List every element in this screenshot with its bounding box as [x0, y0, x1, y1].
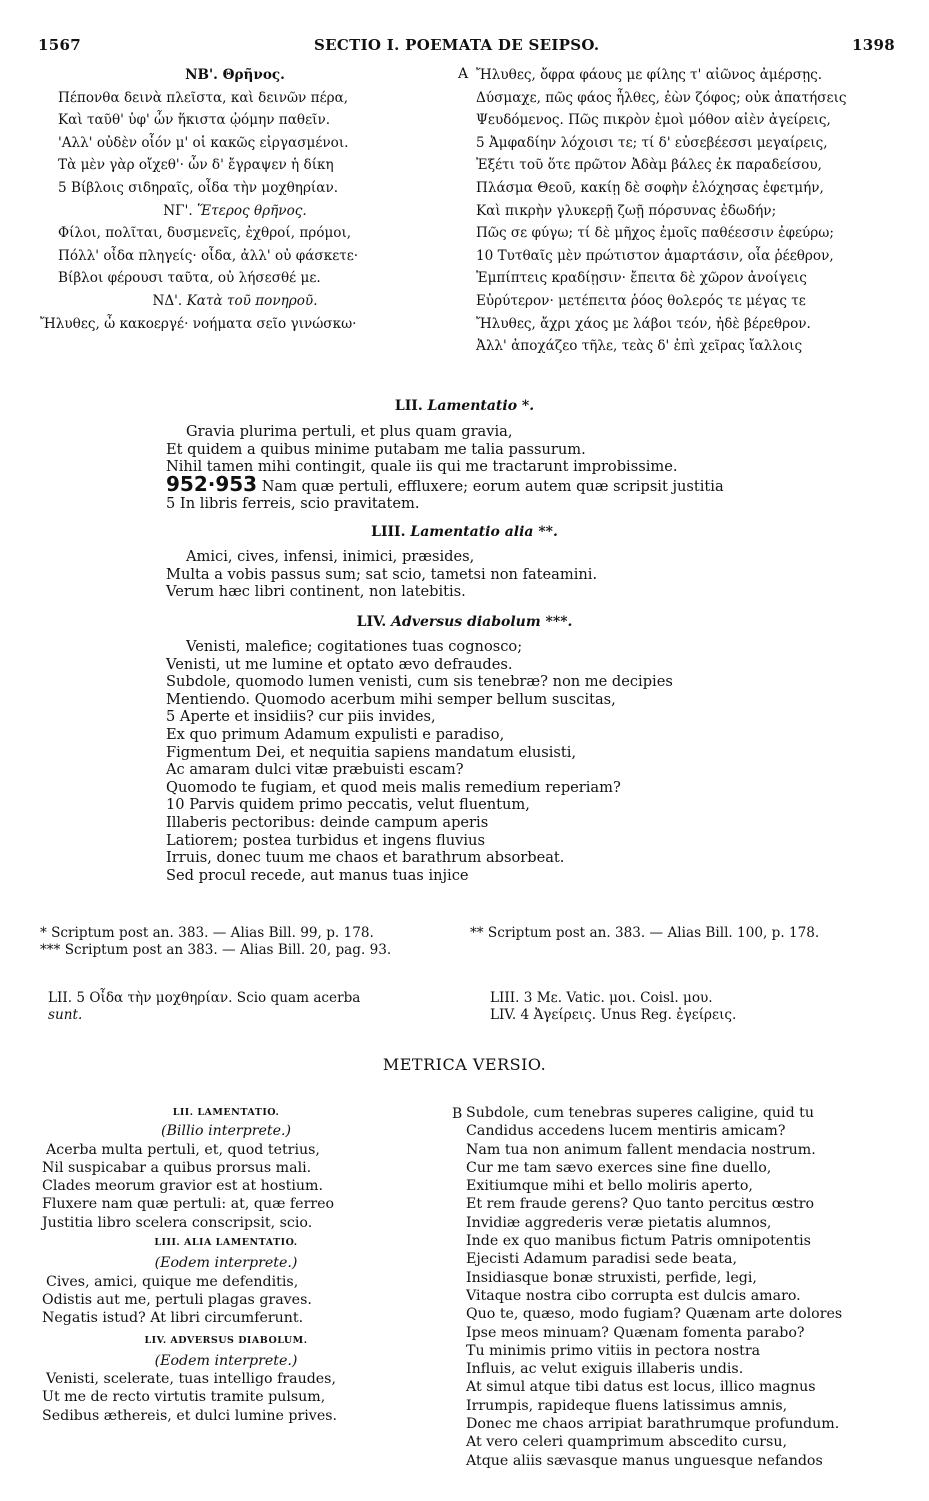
greek-poem-53	[40, 222, 430, 290]
metrica-line: Invidiæ aggrederis veræ pietatis alumnos,	[466, 1214, 772, 1231]
metrica-subtitle-52: (Billio interprete.)	[160, 1123, 292, 1140]
section-heading: METRICA VERSIO.	[382, 1055, 547, 1074]
footnote-3: *** Scriptum post an 383. — Alias Bill. 20, pag. 93.	[40, 942, 392, 958]
metrica-line: Nam tua non animum fallent mendacia nostrum.	[466, 1141, 816, 1158]
latin-line: Mentiendo. Quomodo acerbum mihi semper bellum suscitas,	[166, 690, 616, 708]
latin-line: Venisti, malefice; cogitationes tuas cognosco;	[186, 638, 523, 655]
latin-title-54-name: Adversus diabolum ***.	[391, 614, 573, 630]
latin-line: Illaberis pectoribus: deinde campum aperis	[166, 813, 489, 831]
note-left	[48, 990, 360, 1024]
column-marker-a: A	[458, 66, 469, 82]
metrica-title-53: LIII. ALIA LAMENTATIO.	[154, 1237, 298, 1249]
latin-line: Et quidem a quibus minime putabam me talia passurum.	[166, 440, 586, 458]
latin-line: 5 In libris ferreis, scio pravitatem.	[166, 495, 420, 513]
latin-line: Nam quæ pertuli, effluxere; eorum autem quæ scripsit justitia	[261, 477, 724, 495]
greek-line: 'Αλλ' οὐδὲν οἷόν μ' οἱ κακῶς εἰργασμένοι.	[58, 134, 349, 151]
note-line: LIV. 4 Ἀγείρεις. Unus Reg. ἐγείρεις.	[490, 1007, 737, 1023]
latin-poem-53	[166, 548, 597, 601]
metrica-line: Ipse meos minuam? Quænam fomenta parabo?	[466, 1324, 805, 1341]
metrica-line: Et rem fraude gerens? Quo tanto percitus œstro	[466, 1196, 815, 1213]
latin-title-54-num: LIV.	[356, 614, 387, 630]
greek-line: 5 Βίβλοις σιδηραῖς, οἶδα τὴν μοχθηρίαν.	[58, 179, 339, 196]
column-number: 952·953	[166, 471, 258, 496]
latin-line: Latiorem; postea turbidus et ingens fluvius	[166, 831, 485, 849]
greek-title-54	[40, 290, 430, 313]
column-marker-b: B	[452, 1106, 463, 1122]
metrica-line: At vero celeri quamprimum abscedito cursu,	[466, 1434, 787, 1451]
greek-line: Βίβλοι φέρουσι ταῦτα, οὐ λήσεσθέ με.	[58, 270, 321, 287]
greek-line: Καὶ πικρὴν γλυκερῇ ζωῇ πόρσυνας ἐδωδήν;	[476, 202, 777, 219]
metrica-line: Subdole, cum tenebras superes caligine, quid tu	[466, 1105, 815, 1121]
latin-title-54	[0, 614, 929, 632]
metrica-line: Atque aliis sævasque manus unguesque nefandos	[466, 1452, 823, 1469]
greek-title-53-name: Ἕτερος θρῆνος.	[197, 202, 307, 219]
metrica-line: Donec me chaos arripiat barathrumque profundum.	[466, 1416, 840, 1433]
metrica-line: Acerba multa pertuli, et, quod tetrius,	[46, 1141, 320, 1158]
metrica-line: Cur me tam sævo exerces sine fine duello,	[466, 1159, 772, 1176]
latin-line: Figmentum Dei, et nequitia sapiens mandatum elusisti,	[166, 743, 577, 761]
latin-title-53-name: Lamentatio alia **.	[410, 524, 558, 540]
greek-line: Ἐξέτι τοῦ ὅτε πρῶτον Ἀδὰμ βάλες ἐκ παραδείσου,	[476, 157, 822, 174]
metrica-line: Insidiasque bonæ struxisti, perfide, legi,	[466, 1269, 757, 1286]
latin-title-53	[0, 524, 929, 542]
metrica-line: Odistis aut me, pertuli plagas graves.	[42, 1291, 312, 1308]
greek-line: 5 Ἀμφαδίην λόχοισι τε; τί δ' εὐσεβέεσσι μεγαίρεις,	[476, 134, 828, 151]
metrica-right-column	[466, 1104, 906, 1470]
greek-line: Πόλλ' οἶδα πληγείς· οἶδα, ἀλλ' οὐ φάσκετε·	[58, 247, 359, 264]
greek-line: Εὐρύτερον· μετέπειτα ῥόος θολερός τε μέγας τε	[476, 292, 806, 309]
greek-line: Ἐμπίπτεις κραδίῃσιν· ἔπειτα δὲ χῶρον ἀνοίγεις	[476, 270, 807, 287]
metrica-line: Justitia libro scelera conscripsit, scio.	[42, 1214, 313, 1231]
latin-line: Subdole, quomodo lumen venisti, cum sis tenebræ? non me decipies	[166, 673, 673, 691]
metrica-subtitle-53: (Eodem interprete.)	[154, 1255, 298, 1272]
greek-title-53	[40, 200, 430, 223]
metrica-line: At simul atque tibi datus est locus, illico magnus	[466, 1379, 816, 1396]
greek-title-54-name: Κατὰ τοῦ πονηροῦ.	[186, 292, 318, 309]
page-number-left: 1567	[38, 36, 81, 54]
greek-right-column	[476, 64, 906, 358]
latin-line: 10 Parvis quidem primo peccatis, velut fluentum,	[166, 796, 530, 814]
running-title: SECTIO I. POEMATA DE SEIPSO.	[314, 36, 600, 54]
greek-line: Ἀλλ' ἀποχάζεο τῆλε, τεὰς δ' ἐπὶ χεῖρας ἴαλλοις	[476, 338, 803, 355]
greek-left-column	[40, 64, 430, 335]
greek-line: Τὰ μὲν γὰρ οἴχεθ'· ὧν δ' ἔγραψεν ἡ δίκη	[58, 157, 334, 174]
latin-title-53-num: LIII.	[371, 524, 406, 540]
metrica-line: Exitiumque mihi et bello moliris aperto,	[466, 1178, 753, 1195]
metrica-line: Venisti, scelerate, tuas intelligo fraudes,	[46, 1371, 336, 1388]
greek-title-53-num: ΝΓ'.	[163, 202, 193, 219]
latin-line: Ex quo primum Adamum expulisti e paradiso,	[166, 725, 505, 743]
latin-line: Amici, cives, infensi, inimici, præsides,	[186, 548, 475, 565]
latin-line: Irruis, donec tuum me chaos et barathrum absorbeat.	[166, 849, 565, 867]
metrica-title-54: LIV. ADVERSUS DIABOLUM.	[144, 1334, 308, 1346]
metrica-line: Influis, ac velut exiguis illaberis undis.	[466, 1361, 744, 1378]
latin-line: Ac amaram dulci vitæ præbuisti escam?	[166, 761, 464, 779]
greek-line: Φίλοι, πολῖται, δυσμενεῖς, ἐχθροί, πρόμοι,	[58, 225, 352, 242]
greek-line: 10 Τυτθαῖς μὲν πρώτιστον ἁμαρτάσιν, οἷα ῥέεθρον,	[476, 247, 834, 264]
footnote-2: ** Scriptum post an. 383. — Alias Bill. 100, p. 178.	[470, 925, 820, 941]
footnote-1: * Scriptum post an. 383. — Alias Bill. 99, p. 178.	[40, 925, 374, 941]
metrica-line: Clades meorum gravior est at hostium.	[42, 1178, 323, 1195]
latin-line: Sed procul recede, aut manus tuas injice	[166, 866, 469, 884]
note-line: LIII. 3 Με. Vatic. μοι. Coisl. μου.	[490, 990, 713, 1006]
metrica-line: Negatis istud? At libri circumferunt.	[42, 1310, 304, 1327]
greek-line: Πῶς σε φύγω; τί δὲ μῆχος ἐμοῖς παθέεσσιν ἐφεύρω;	[476, 225, 834, 242]
note-right	[490, 990, 736, 1024]
metrica-line: Vitaque nostra cibo corrupta est dulcis amaro.	[466, 1287, 801, 1304]
greek-line: Ψευδόμενος. Πῶς πικρὸν ἐμοὶ μόθον αἰὲν ἀγείρεις,	[476, 112, 831, 129]
greek-line: Πλάσμα Θεοῦ, κακίῃ δὲ σοφὴν ἐλόχησας ἐφετμήν,	[476, 179, 824, 196]
greek-title-54-num: ΝΔ'.	[152, 292, 183, 309]
metrica-line: Quo te, quæso, modo fugiam? Quænam arte dolores	[466, 1306, 843, 1323]
note-line: sunt.	[48, 1007, 83, 1023]
latin-line: Venisti, ut me lumine et optato ævo defraudes.	[166, 655, 513, 673]
greek-poem-52	[40, 87, 430, 200]
latin-title-52	[0, 398, 929, 416]
greek-line: Ἤλυθες, ἄχρι χάος με λάβοι τεόν, ἠδὲ βέρεθρον.	[476, 315, 811, 332]
greek-line: Ἤλυθες, ὄφρα φάους με φίλης τ' αἰῶνος ἀμέρσῃς.	[476, 67, 823, 83]
metrica-line: Ut me de recto virtutis tramite pulsum,	[42, 1389, 326, 1406]
latin-poem-54	[166, 638, 673, 884]
metrica-line: Candidus accedens lucem mentiris amicam?	[466, 1123, 786, 1140]
metrica-line: Nil suspicabar a quibus prorsus mali.	[42, 1159, 312, 1176]
metrica-left-column	[42, 1104, 410, 1425]
latin-title-52-name: Lamentatio *.	[427, 398, 535, 414]
greek-line: Δύσμαχε, πῶς φάος ἦλθες, ἐὼν ζόφος; οὐκ ἀπατήσεις	[476, 89, 847, 106]
greek-title-52: NB'. Θρῆνος.	[185, 67, 285, 83]
metrica-subtitle-54: (Eodem interprete.)	[154, 1352, 298, 1369]
greek-line: Πέπονθα δεινὰ πλεῖστα, καὶ δεινῶν πέρα,	[58, 89, 349, 106]
latin-line: Gravia plurima pertuli, et plus quam gravia,	[186, 423, 513, 440]
latin-title-52-num: LII.	[394, 398, 423, 414]
latin-line: Multa a vobis passus sum; sat scio, tametsi non fateamini.	[166, 565, 598, 583]
metrica-line: Cives, amici, quique me defenditis,	[46, 1273, 299, 1290]
latin-line: Verum hæc libri continent, non latebitis.	[166, 583, 466, 601]
metrica-line: Inde ex quo manibus fictum Patris omnipotentis	[466, 1233, 811, 1250]
metrica-line: Tu minimis primo vitiis in pectora nostra	[466, 1342, 761, 1359]
metrica-line: Ejecisti Adamum paradisi sede beata,	[466, 1251, 738, 1268]
latin-line: Nihil tamen mihi contingit, quale iis qui me tractarunt improbissime.	[166, 458, 678, 476]
metrica-title-52: LII. LAMENTATIO.	[172, 1107, 280, 1118]
metrica-line: Fluxere nam quæ pertuli: at, quæ ferreo	[42, 1196, 335, 1213]
metrica-line: Sedibus æthereis, et dulci lumine prives.	[42, 1407, 338, 1424]
latin-line: Quomodo te fugiam, et quod meis malis remedium reperiam?	[166, 778, 621, 796]
greek-line: Καὶ ταῦθ' ὑφ' ὧν ἥκιστα ᾠόμην παθεῖν.	[58, 112, 331, 129]
latin-line-with-column-number	[166, 471, 724, 496]
greek-poem-54-start	[40, 313, 430, 336]
latin-line: 5 Aperte et insidiis? cur piis invides,	[166, 708, 436, 726]
note-line: LII. 5 Οἶδα τὴν μοχθηρίαν. Scio quam acerba	[48, 990, 361, 1006]
greek-line: Ἤλυθες, ὦ κακοεργέ· νοήματα σεῖο γινώσκω·	[40, 315, 357, 332]
metrica-line: Irrumpis, rapideque fluens latissimus amnis,	[466, 1397, 788, 1414]
page-number-right: 1398	[852, 36, 895, 54]
latin-poem-52	[166, 423, 724, 513]
